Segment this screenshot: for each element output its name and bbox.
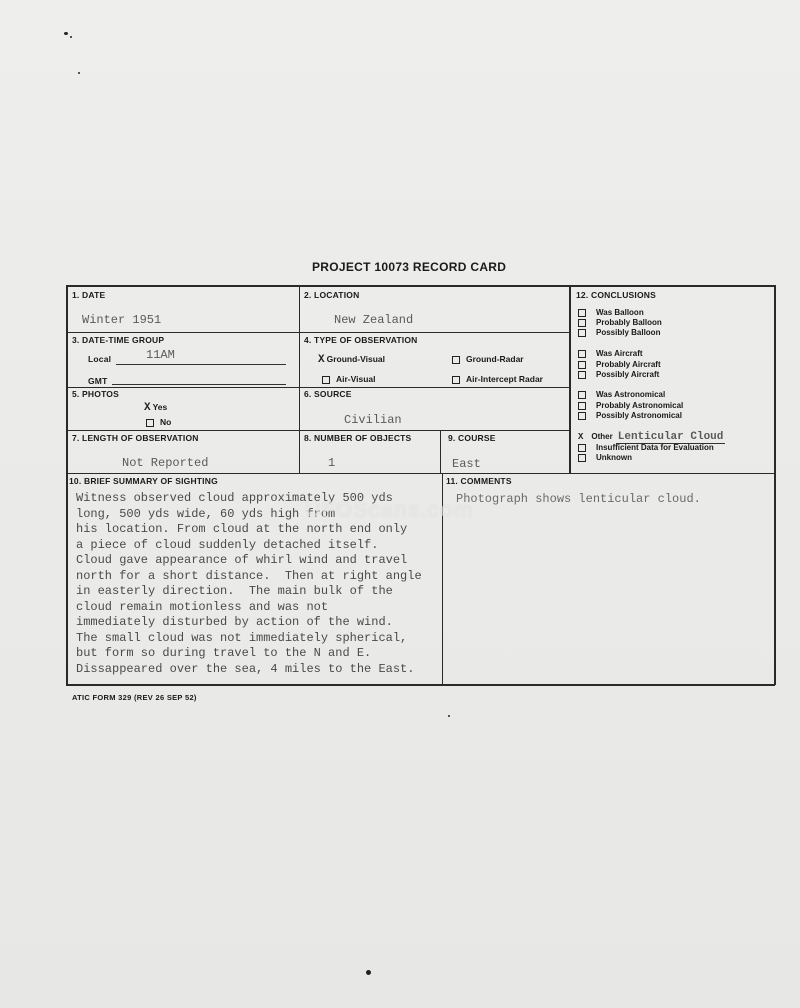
frame-right [774, 285, 776, 685]
photos-label: 5. PHOTOS [72, 389, 119, 399]
checkbox [578, 454, 586, 462]
conclusion-possibly-balloon[interactable] [578, 328, 660, 337]
conclusion-text: Was Balloon [596, 308, 644, 317]
scan-speck [64, 32, 68, 35]
checkbox [578, 391, 586, 399]
conclusion-text: Insufficient Data for Evaluation [596, 443, 714, 452]
other-check: X [578, 432, 584, 442]
conclusion-probably-astronomical[interactable] [578, 401, 683, 410]
local-value: 11AM [146, 348, 175, 362]
comments-label: 11. COMMENTS [446, 476, 512, 486]
card-title: PROJECT 10073 RECORD CARD [312, 260, 507, 274]
air-visual-option[interactable] [322, 374, 376, 384]
rule-row4 [66, 473, 775, 474]
conclusion-insufficient[interactable] [578, 443, 714, 452]
conclusion-other[interactable] [578, 431, 725, 443]
record-card [66, 285, 775, 685]
conclusion-was-astronomical[interactable] [578, 390, 665, 399]
gmt-label: GMT [88, 376, 108, 386]
conclusion-probably-balloon[interactable] [578, 318, 662, 327]
photos-yes-check: X [144, 402, 151, 414]
conclusion-text: Probably Balloon [596, 318, 662, 327]
frame-bottom [66, 684, 775, 686]
frame-top [66, 285, 775, 287]
objects-label: 8. NUMBER OF OBJECTS [304, 433, 412, 443]
checkbox [322, 376, 330, 384]
photos-no-text: No [160, 417, 172, 427]
scan-speck [448, 715, 450, 717]
photos-no-option[interactable] [146, 417, 171, 427]
air-intercept-text: Air-Intercept Radar [466, 374, 543, 384]
summary-line: immediately disturbed by action of the wind. [76, 615, 393, 629]
conclusion-text: Was Astronomical [596, 390, 666, 399]
conclusion-text: Possibly Aircraft [596, 370, 660, 379]
checkbox [146, 419, 154, 427]
watermark: UFOScans.com [305, 497, 474, 522]
summary-line: Cloud gave appearance of whirl wind and travel [76, 553, 408, 567]
divider-conclusions [569, 285, 571, 473]
conclusion-was-balloon[interactable] [578, 308, 644, 317]
length-value: Not Reported [122, 456, 209, 470]
objects-value: 1 [328, 456, 336, 470]
photos-yes-text: Yes [152, 402, 168, 412]
comments-value: Photograph shows lenticular cloud. [456, 492, 701, 506]
scan-speck [78, 72, 80, 74]
rule-row2 [66, 387, 570, 388]
rule-row3 [66, 430, 570, 431]
conclusions-label: 12. CONCLUSIONS [576, 290, 656, 300]
conclusion-was-aircraft[interactable] [578, 349, 643, 358]
checkbox [578, 319, 586, 327]
source-label: 6. SOURCE [304, 389, 352, 399]
summary-line: in easterly direction. The main bulk of the [76, 584, 393, 598]
rule-row1 [66, 332, 570, 333]
length-label: 7. LENGTH OF OBSERVATION [72, 433, 199, 443]
conclusion-text: Possibly Balloon [596, 328, 661, 337]
conclusion-text: Unknown [596, 453, 632, 462]
observation-type-label: 4. TYPE OF OBSERVATION [304, 335, 418, 345]
conclusion-text: Probably Astronomical [596, 401, 684, 410]
local-label: Local [88, 354, 112, 364]
ground-radar-option[interactable] [452, 354, 524, 364]
ground-radar-text: Ground-Radar [466, 354, 524, 364]
checkbox [578, 361, 586, 369]
date-value: Winter 1951 [82, 313, 162, 327]
gmt-line [112, 384, 286, 385]
photos-yes-option[interactable] [144, 402, 167, 414]
conclusion-possibly-astronomical[interactable] [578, 411, 682, 420]
date-label: 1. DATE [72, 290, 106, 300]
conclusion-possibly-aircraft[interactable] [578, 370, 659, 379]
summary-line: Dissappeared over the sea, 4 miles to the East. [76, 661, 415, 676]
conclusion-unknown[interactable] [578, 453, 632, 462]
summary-label: 10. BRIEF SUMMARY OF SIGHTING [69, 476, 218, 486]
summary-line: north for a short distance. Then at right angle [76, 568, 422, 583]
ground-visual-check: X [318, 354, 325, 366]
summary-line: The small cloud was not immediately spherical, [76, 630, 408, 645]
ground-visual-text: Ground-Visual [326, 354, 386, 364]
summary-line: a piece of cloud suddenly detached itself. [76, 537, 379, 552]
other-value: Lenticular Cloud [617, 431, 724, 443]
checkbox [578, 444, 586, 452]
ground-visual-option[interactable] [318, 354, 385, 366]
location-label: 2. LOCATION [304, 290, 360, 300]
checkbox [578, 371, 586, 379]
location-value: New Zealand [334, 313, 414, 327]
air-intercept-option[interactable] [452, 374, 543, 384]
conclusion-text: Was Aircraft [596, 349, 643, 358]
divider-col1 [299, 285, 300, 473]
air-visual-text: Air-Visual [336, 374, 376, 384]
summary-line: Witness observed cloud approximately 500 yds [76, 491, 393, 505]
conclusion-text: Probably Aircraft [596, 360, 661, 369]
summary-line: his location. From cloud at the north end only [76, 522, 408, 536]
source-value: Civilian [344, 413, 402, 427]
checkbox [578, 350, 586, 358]
frame-left [66, 285, 68, 685]
course-label: 9. COURSE [448, 433, 496, 443]
checkbox [578, 309, 586, 317]
dtg-label: 3. DATE-TIME GROUP [72, 335, 165, 345]
conclusion-probably-aircraft[interactable] [578, 360, 661, 369]
checkbox [452, 356, 460, 364]
divider-course [440, 430, 441, 473]
local-line [116, 364, 286, 365]
course-value: East [452, 457, 481, 471]
scan-speck [366, 970, 371, 975]
checkbox [578, 402, 586, 410]
conclusion-text: Possibly Astronomical [596, 411, 682, 420]
checkbox [578, 329, 586, 337]
summary-line: but form so during travel to the N and E. [76, 646, 372, 660]
summary-line: cloud remain motionless and was not [76, 599, 329, 614]
summary-line: long, 500 yds wide, 60 yds high from [76, 506, 336, 521]
checkbox [452, 376, 460, 384]
conclusion-text: Other [591, 432, 613, 441]
form-id: ATIC FORM 329 (REV 26 SEP 52) [72, 693, 197, 702]
scan-speck [70, 36, 72, 38]
checkbox [578, 412, 586, 420]
